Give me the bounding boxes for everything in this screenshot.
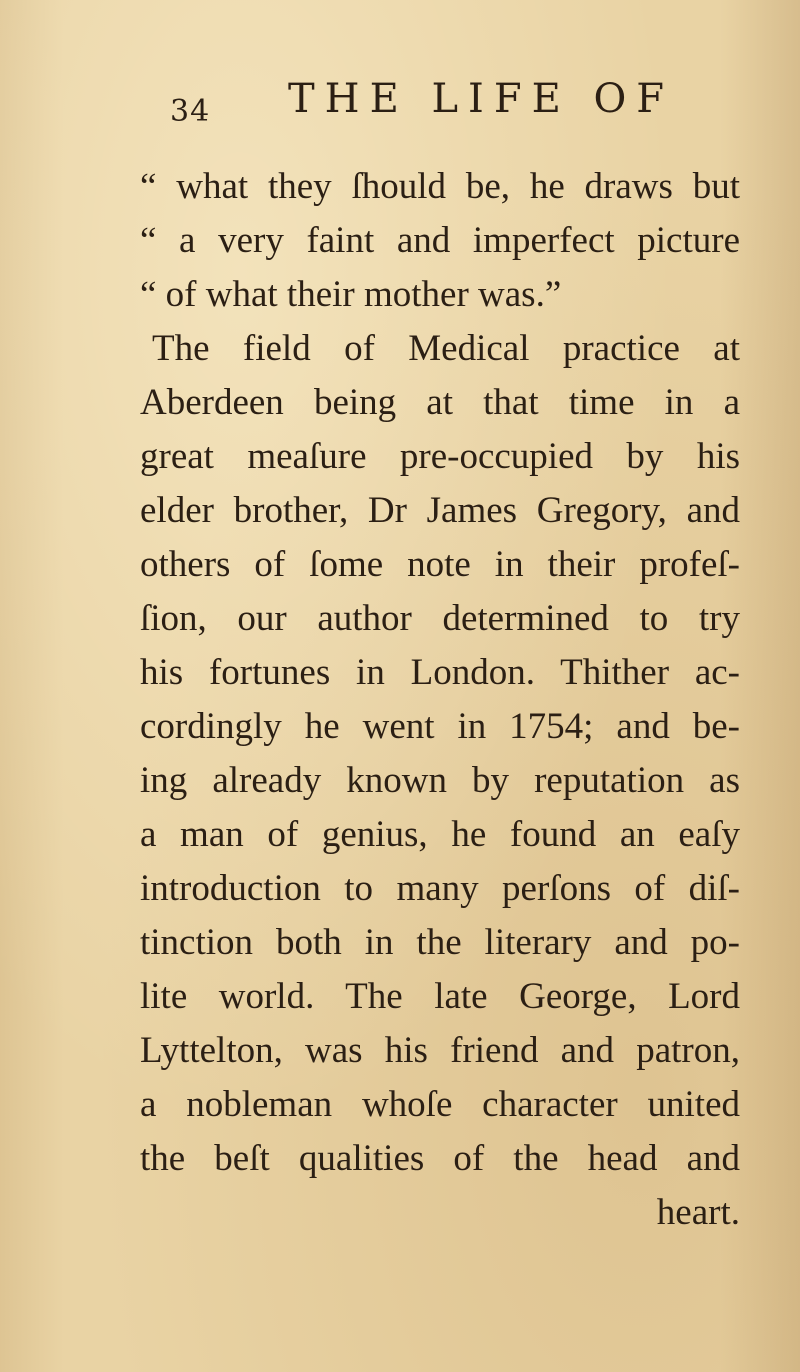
text-line: the beſt qualities of the head and	[140, 1138, 740, 1179]
text-line: ſion, our author determined to try	[140, 598, 740, 639]
text-line: Lyttelton, was his friend and patron,	[140, 1030, 740, 1071]
text-line: lite world. The late George, Lord	[140, 976, 740, 1017]
page-number: 34	[170, 94, 211, 129]
text-line: ing already known by reputation as	[140, 760, 740, 801]
running-head-title: THE LIFE OF	[288, 76, 675, 122]
text-line: The field of Medical practice at	[152, 328, 740, 369]
text-line: elder brother, Dr James Gregory, and	[140, 490, 740, 531]
text-line: heart.	[656, 1192, 740, 1233]
text-line: his fortunes in London. Thither ac-	[140, 652, 740, 693]
text-line: Aberdeen being at that time in a	[140, 382, 740, 423]
text-line: a nobleman whoſe character united	[140, 1084, 740, 1125]
text-line: tinction both in the literary and po-	[140, 922, 740, 963]
running-head	[170, 76, 690, 129]
text-line: “ a very faint and imperfect picture	[140, 220, 740, 261]
text-line: others of ſome note in their profeſ-	[140, 544, 740, 585]
text-line: “ what they ſhould be, he draws but	[140, 166, 740, 207]
text-line: cordingly he went in 1754; and be-	[140, 706, 740, 747]
text-line: “ of what their mother was.”	[140, 274, 562, 315]
text-line: introduction to many perſons of diſ-	[140, 868, 740, 909]
body-text	[140, 160, 740, 1240]
text-line: a man of genius, he found an eaſy	[140, 814, 740, 855]
text-line: great meaſure pre-occupied by his	[140, 436, 740, 477]
